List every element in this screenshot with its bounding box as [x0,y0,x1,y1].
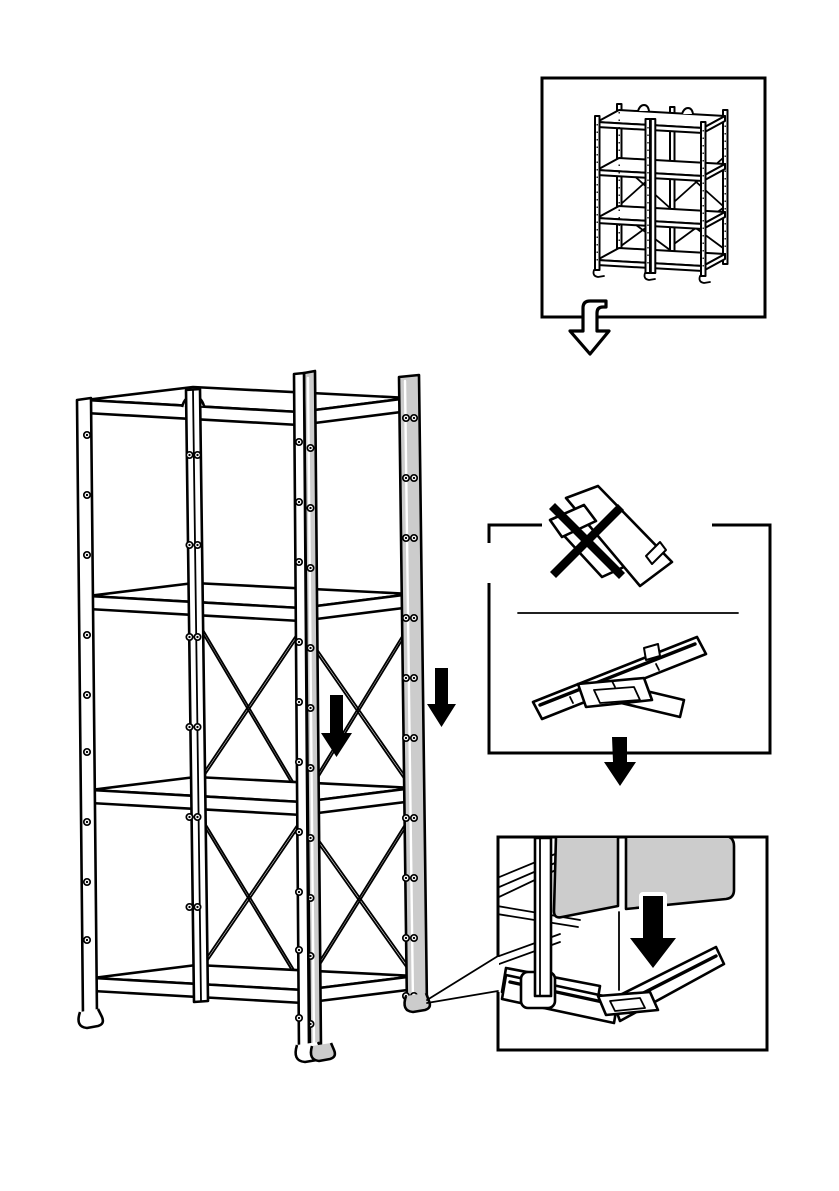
back-left-post [186,389,208,1002]
shelf-level-3 [91,777,414,815]
foot-orientation-box [489,486,770,753]
front-right-foot-gray [311,1043,335,1061]
main-figure [77,371,456,1062]
shelf-level-1 [86,387,410,425]
front-left-foot [79,1009,103,1028]
overview-box [542,78,765,317]
detail-scene [488,836,734,1023]
correct-foot [533,637,706,719]
detail-callout [427,956,498,1003]
outline-down-arrow [570,301,609,354]
wrong-foot [550,486,672,586]
detail-box [488,836,767,1050]
action-arrow-2 [427,668,456,727]
overview-unit [594,104,728,283]
shelf-level-2 [88,583,412,621]
back-right-foot-gray [405,993,430,1012]
back-right-post-gray [399,375,427,1010]
front-left-post [77,398,97,1018]
proceed-down-arrow [604,737,636,786]
shelf-level-4 [93,965,416,1003]
post-feet [79,993,430,1062]
foot-center-notch [598,992,658,1015]
existing-post [535,838,551,996]
